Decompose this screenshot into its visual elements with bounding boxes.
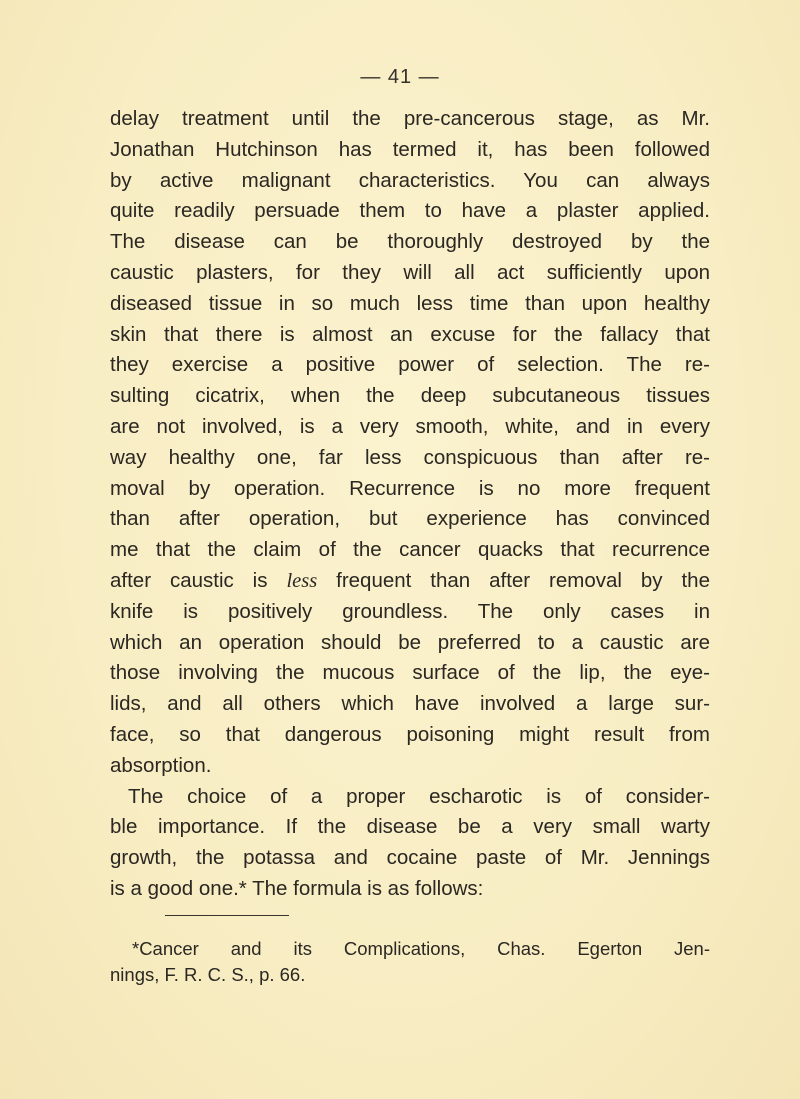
text-line: knife is positively groundless. The only cases in [110,599,710,623]
footnote-rule [165,915,289,916]
text-line: absorption. [110,753,212,777]
text-line: caustic plasters, for they will all act sufficiently upon [110,260,710,284]
text-line: by active malignant characteristics. You can always [110,168,710,192]
text-line: than after operation, but experience has convinced [110,507,710,531]
text-segment: frequent than after removal by the [336,568,710,592]
text-line: moval by operation. Recurrence is no more frequent [110,476,710,500]
text-line: way healthy one, far less conspicuous than after re- [110,445,710,469]
text-line: skin that there is almost an excuse for the fallacy that [110,322,710,346]
text-line: those involving the mucous surface of the lip, the eye- [110,661,710,685]
footnote-line: nings, F. R. C. S., p. 66. [110,964,306,985]
text-line: Jonathan Hutchinson has termed it, has been followed [110,137,710,161]
page-number: — 41 — [360,66,440,88]
footnote-line: *Cancer and its Complications, Chas. Egerton Jen- [132,938,710,959]
text-line: ble importance. If the disease be a very small warty [110,815,710,839]
text-line: are not involved, is a very smooth, white, and in every [110,414,710,438]
text-line: delay treatment until the pre-cancerous stage, as Mr. [110,107,710,130]
text-line: The disease can be thoroughly destroyed by the [110,230,710,254]
footnote [110,936,710,988]
text-line: which an operation should be preferred to a caustic are [110,630,710,654]
italic-word: less [286,569,318,592]
text-line: me that the claim of the cancer quacks that recurrence [110,538,710,562]
text-line: face, so that dangerous poisoning might result from [110,722,710,746]
text-segment: after caustic is [110,568,268,592]
text-line: diseased tissue in so much less time than upon healthy [110,291,710,315]
text-line: growth, the potassa and cocaine paste of Mr. Jennings [110,846,710,870]
text-line-with-italic [110,566,710,597]
text-line: is a good one.* The formula is as follows: [110,876,484,900]
text-line: they exercise a positive power of selection. The re- [110,353,710,377]
body-text [110,104,710,905]
text-line: quite readily persuade them to have a plaster applied. [110,199,710,223]
text-line: lids, and all others which have involved a large sur- [110,692,710,716]
text-line: The choice of a proper escharotic is of consider- [128,784,710,808]
text-line: sulting cicatrix, when the deep subcutaneous tissues [110,384,710,408]
